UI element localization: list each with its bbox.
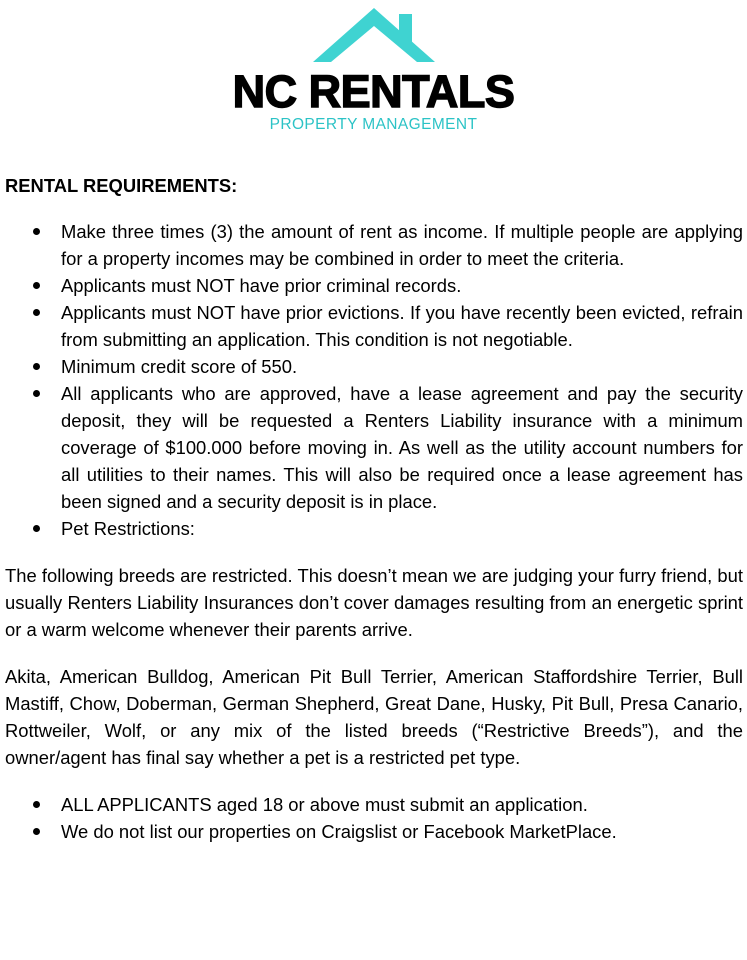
list-item (5, 299, 743, 353)
final-notes-list (5, 791, 743, 845)
list-item (5, 272, 743, 299)
house-roof-icon (309, 6, 439, 64)
pet-restriction-intro: The following breeds are restricted. This doesn’t mean we are judging your furry friend, but usually Renters Liability Insurances don’t cover damages resulting from an energetic sprint or a warm welcome whenever their parents arrive. (5, 565, 743, 640)
list-item-text: We do not list our properties on Craigslist or Facebook MarketPlace. (61, 821, 617, 842)
bullet-icon (33, 390, 40, 397)
list-item (5, 218, 743, 272)
requirements-list (5, 218, 743, 542)
bullet-icon (33, 228, 40, 235)
bullet-icon (33, 363, 40, 370)
list-item-text: Pet Restrictions: (61, 518, 195, 539)
bullet-icon (33, 801, 40, 808)
list-item-text: All applicants who are approved, have a lease agreement and pay the security deposit, they will be requested a Renters Liability insurance with a minimum coverage of $100.000 before moving in. As well as the utility account numbers for all utilities to their names. This will also be required once a lease agreement has been signed and a security deposit is in place. (61, 383, 743, 512)
list-item-text: Minimum credit score of 550. (61, 356, 298, 377)
list-item (5, 791, 743, 818)
bullet-icon (33, 525, 40, 532)
brand-name: NC RENTALS (232, 66, 515, 117)
document-body (5, 172, 743, 845)
bullet-icon (33, 828, 40, 835)
bullet-icon (33, 309, 40, 316)
list-item (5, 818, 743, 845)
brand-tagline: PROPERTY MANAGEMENT (269, 116, 478, 133)
list-item-text: ALL APPLICANTS aged 18 or above must submit an application. (61, 794, 588, 815)
list-item (5, 380, 743, 515)
list-item-text: Applicants must NOT have prior criminal records. (61, 275, 462, 296)
bullet-icon (33, 282, 40, 289)
list-item (5, 515, 743, 542)
list-item-text: Applicants must NOT have prior evictions. If you have recently been evicted, refrain from submitting an application. This condition is not negotiable. (61, 302, 743, 350)
company-logo (0, 0, 747, 140)
list-item-text: Make three times (3) the amount of rent as income. If multiple people are applying for a property incomes may be combined in order to meet the criteria. (61, 221, 743, 269)
restricted-breeds-list: Akita, American Bulldog, American Pit Bull Terrier, American Staffordshire Terrier, Bull Mastiff, Chow, Doberman, German Shepherd, Great Dane, Husky, Pit Bull, Presa Canario, Rottweiler, Wolf, or any mix of the listed breeds (“Restrictive Breeds”), and the owner/agent has final say whether a pet is a restricted pet type. (5, 666, 743, 768)
list-item (5, 353, 743, 380)
page-title: RENTAL REQUIREMENTS: (5, 175, 238, 196)
